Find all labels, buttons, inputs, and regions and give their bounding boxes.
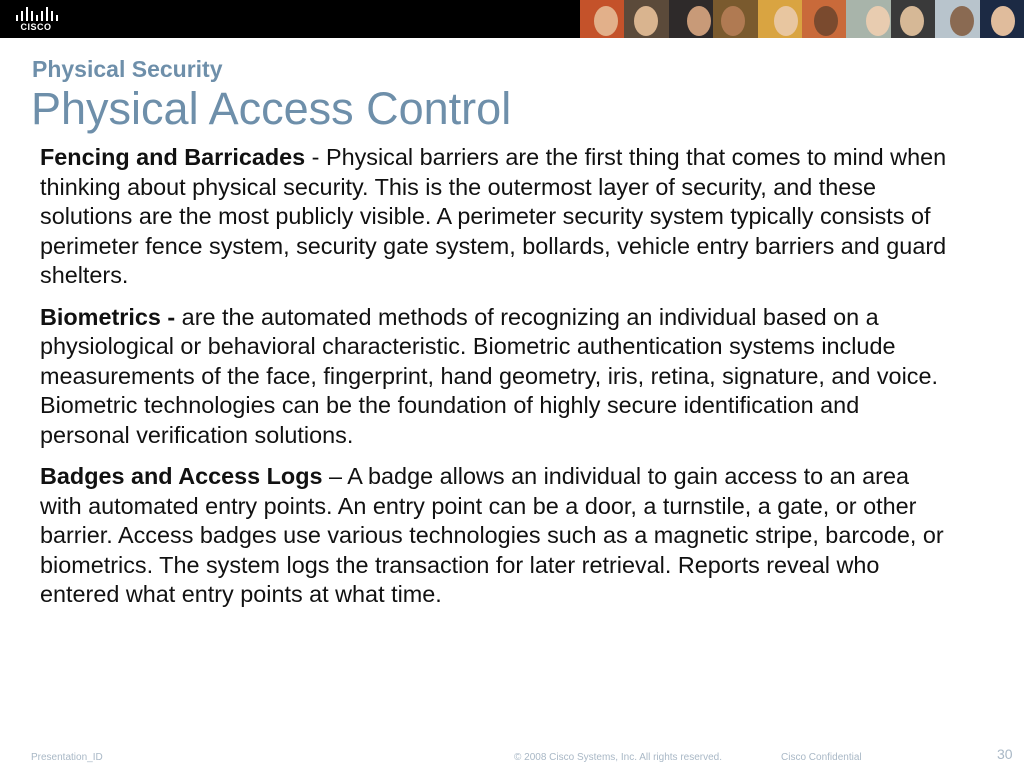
header-photo [935,0,979,38]
header-photo [891,0,935,38]
header-photo-face [950,6,974,36]
header-photo [580,0,624,38]
footer-copyright: © 2008 Cisco Systems, Inc. All rights reserved. [514,752,723,763]
paragraph-badges [40,462,950,610]
header-photo-face [687,6,711,36]
header-photo [758,0,802,38]
header-photo-face [774,6,798,36]
text-biometrics: are the automated methods of recognizing an individual based on a physiological or behavioral characteristic. Biometric authentication systems include measurements of the face, fingerprint, hand geometry, iris, retina, signature, and voice. Biometric technologies can be the foundation of highly secure identification and personal verification solutions. [40,303,938,448]
footer-presentation-id: Presentation_ID [31,752,103,763]
header-photo-strip [580,0,1024,38]
header-photo-face [991,6,1015,36]
cisco-logo [12,6,60,34]
header-photo-face [594,6,618,36]
header-photo [802,0,846,38]
header-photo-face [814,6,838,36]
slide-title: Physical Access Control [31,83,512,134]
cisco-logo-text: CISCO [20,22,52,32]
paragraph-fencing [40,143,950,291]
term-fencing: Fencing and Barricades [40,144,306,170]
header-photo [846,0,890,38]
top-bar [0,0,1024,38]
term-biometrics: Biometrics - [40,303,176,330]
header-photo [980,0,1024,38]
header-photo-face [900,6,924,36]
header-photo-face [634,6,658,36]
header-photo-face [721,6,745,36]
text-badges: – A badge allows an individual to gain access to an area with automated entry points. An entry point can be a door, a turnstile, a gate, or other barrier. Access badges use various technologies such as a magnetic stripe, barcode, or biometrics. The system logs the transaction for later retrieval. Reports reveal who entered what entry points at what time. [40,463,944,607]
term-badges: Badges and Access Logs [40,463,323,489]
paragraph-biometrics [40,303,950,451]
header-photo-face [866,6,890,36]
header-photo [713,0,757,38]
slide-body [40,143,950,622]
slide-subtitle: Physical Security [32,56,223,82]
text-fencing: - Physical barriers are the first thing that comes to mind when thinking about physical security. This is the outermost layer of security, and these solutions are the most publicly visible. A perimeter security system typically consists of perimeter fence system, security gate system, bollards, vehicle entry barriers and guard shelters. [40,144,947,288]
page-number: 30 [997,746,1013,762]
header-photo [669,0,713,38]
cisco-bars-icon [12,6,60,22]
header-photo [624,0,668,38]
footer-confidential: Cisco Confidential [781,752,862,763]
